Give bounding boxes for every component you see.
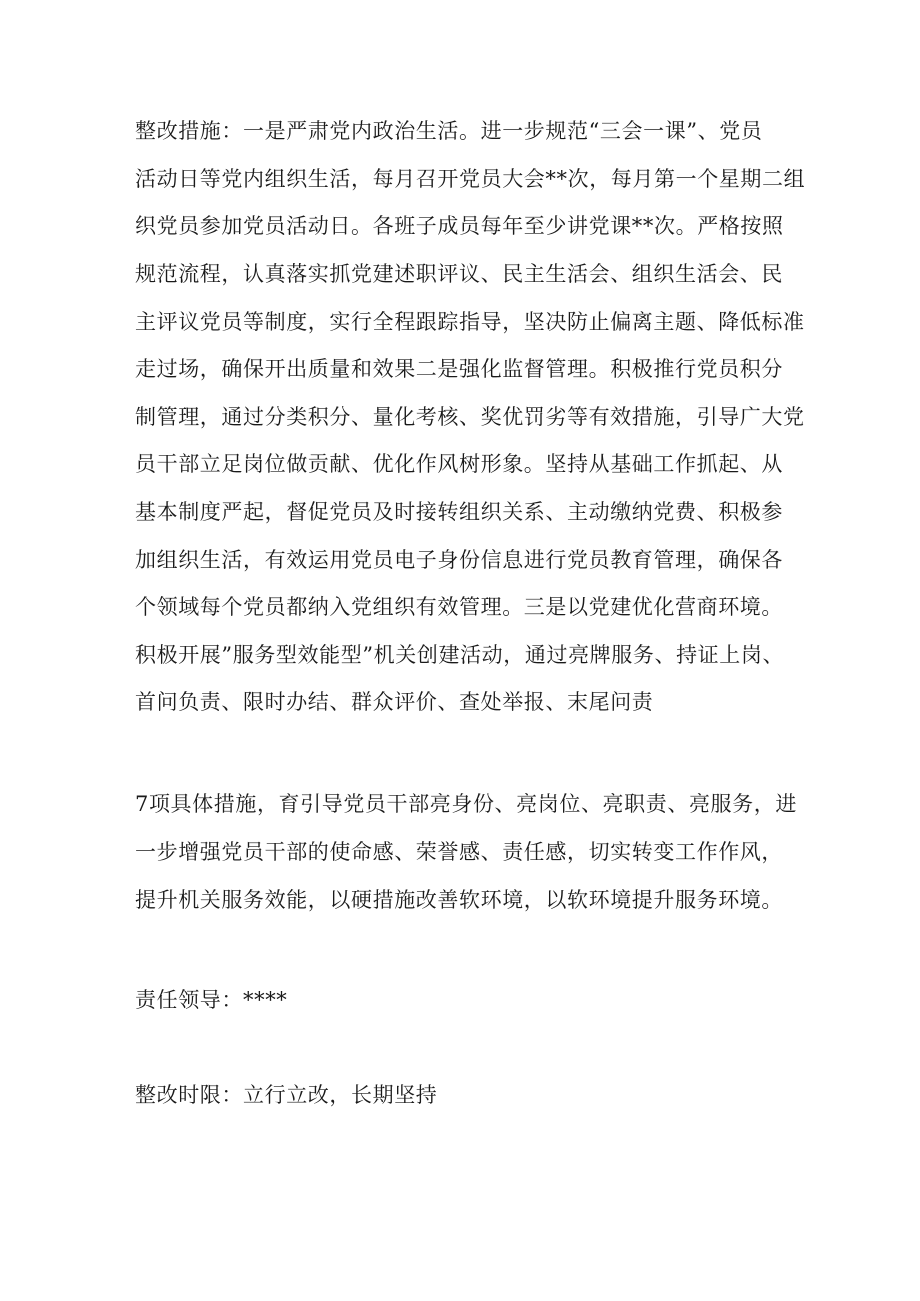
- paragraph-2-line-3: 提升机关服务效能，以硬措施改善软环境，以软环境提升服务环境。: [135, 888, 783, 912]
- paragraph-1-line-13: 首问负责、限时办结、群众评价、查处举报、末尾问责: [135, 690, 654, 714]
- paragraph-1-line-1: 整改措施：一是严肃党内政治生活。进一步规范“三会一课”、党员: [135, 119, 763, 143]
- paragraph-1-line-12: 积极开展”服务型效能型”机关创建活动，通过亮牌服务、持证上岗、: [135, 643, 785, 667]
- paragraph-1-line-10: 加组织生活，有效运用党员电子身份信息进行党员教育管理，确保各: [135, 548, 783, 572]
- paragraph-1-line-9: 基本制度严起，督促党员及时接转组织关系、主动缴纳党费、积极参: [135, 500, 783, 524]
- paragraph-1-line-3: 织党员参加党员活动日。各班子成员每年至少讲党课**次。严格按照: [135, 214, 784, 238]
- paragraph-1-line-2: 活动日等党内组织生活，每月召开党员大会**次，每月第一个星期二组: [135, 167, 806, 191]
- paragraph-1-line-5: 主评议党员等制度，实行全程跟踪指导，坚决防止偏离主题、降低标准: [135, 310, 805, 334]
- paragraph-1-line-7: 制管理，通过分类积分、量化考核、奖优罚劣等有效措施，引导广大党: [135, 405, 805, 429]
- paragraph-2-line-1: 7项具体措施，育引导党员干部亮身份、亮岗位、亮职责、亮服务，进: [135, 792, 797, 816]
- paragraph-1-line-11: 个领域每个党员都纳入党组织有效管理。三是以党建优化营商环境。: [135, 595, 783, 619]
- paragraph-1-line-6: 走过场，确保开出质量和效果二是强化监督管理。积极推行党员积分: [135, 357, 783, 381]
- responsible-leader: 责任领导：****: [135, 988, 288, 1012]
- paragraph-1-line-4: 规范流程，认真落实抓党建述职评议、民主生活会、组织生活会、民: [135, 262, 783, 286]
- paragraph-1-line-8: 员干部立足岗位做贡献、优化作风树形象。坚持从基础工作抓起、从: [135, 452, 783, 476]
- rectification-deadline: 整改时限：立行立改，长期坚持: [135, 1083, 438, 1107]
- paragraph-2-line-2: 一步增强党员干部的使命感、荣誉感、责任感，切实转变工作作风，: [135, 840, 783, 864]
